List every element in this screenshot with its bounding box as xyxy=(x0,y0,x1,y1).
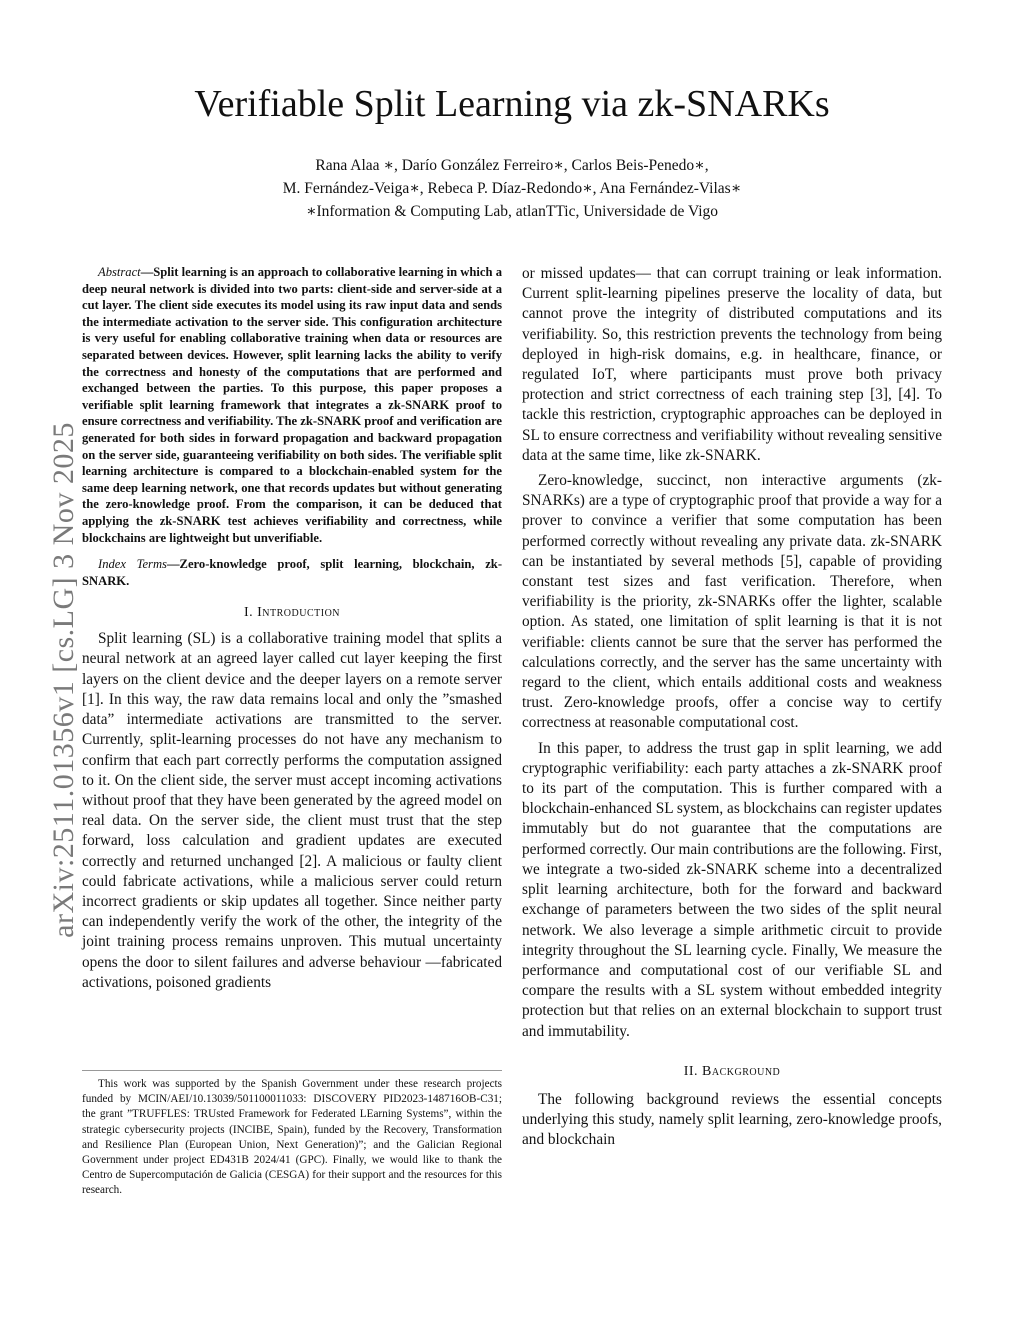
index-terms-label: Index Terms xyxy=(98,557,167,572)
contributions-paragraph: In this paper, to address the trust gap in split learning, we add cryptographic verifiability: each party attaches a zk-SNARK proof to its part of the computation. This is further compared with a blockchain-enhanced SL system, as blockchains can register updates immutably but do not guarantee that the computations are performed correctly. Our main contributions are the following. First, we integrate a two-sided zk-SNARK scheme into a decentralized split learning architecture, both for the forward and backward exchange of parameters between the two sides of the split neural network. We also leverage a simple arithmetic circuit to provide integrity throughout the SL learning cycle. Finally, We measure the performance and computational cost of our verifiable SL and compare the results with a SL system without embedded integrity protection but that relies on an external blockchain to support trust and immutability. xyxy=(522,739,942,1040)
index-terms-text: —Zero-knowledge proof, split learning, blockchain, zk-SNARK. xyxy=(82,557,503,588)
abstract-label: Abstract xyxy=(98,265,141,279)
background-paragraph: The following background reviews the essential concepts underlying this study, namely split learning, zero-knowledge proofs, and blockchain xyxy=(522,1090,942,1149)
intro-continuation: or missed updates— that can corrupt training or leak information. Current split-learning pipelines preserve the locality of data, but cannot prove the integrity of distributed computations and its verifiability. So, this restriction prevents the technology from being deployed in high-risk domains, e.g. in healthcare, finance, or regulated IoT, where participants must prove both privacy protection and strict correctness of each training step [3], [4]. To tackle this restriction, cryptographic approaches can be deployed in SL to ensure correctness and verifiability without revealing sensitive data at the same time, like zk-SNARK. xyxy=(522,265,942,464)
author-line-1: Rana Alaa ∗, Darío González Ferreiro∗, Carlos Beis-Penedo∗, xyxy=(315,157,709,174)
index-terms xyxy=(82,556,502,589)
author-line-2: M. Fernández-Veiga∗, Rebeca P. Díaz-Redondo∗, Ana Fernández-Vilas∗ xyxy=(282,180,742,197)
abstract xyxy=(82,264,502,546)
left-column xyxy=(82,264,502,998)
intro-paragraph: Split learning (SL) is a collaborative training model that splits a neural network at an agreed layer called cut layer keeping the first layers on the client device and the deeper layers on a remote server [1]. In this way, the raw data remains local and only the ”smashed data” intermediate activations are transmitted to the server. Currently, split-learning processes do not have any mechanism to confirm that each part correctly performs the computation assigned to it. On the client side, the server must accept incoming activations without proof that they have been generated by the agreed model on real data. On the server side, the client must trust that the step forward, loss calculation and gradient updates are executed correctly and returned unchanged [2]. A malicious or faulty client could fabricate activations, while a malicious server could return incorrect gradients or skip updates all together. Since neither party can independently verify the work of the other, the integrity of the joint training process remains unproven. This mutual uncertainty opens the door to silent failures and adverse behaviour —fabricated activations, poisoned gradients xyxy=(82,630,502,991)
author-block xyxy=(0,154,1024,223)
funding-footnote: This work was supported by the Spanish Government under these research projects funded by MCIN/AEI/10.13039/501100011033: DISCOVERY PID2023-148716OB-C31; the grant ”TRUFFLES: TRUsted Framework for Federated LEarning Systems”, within the strategic cybersecurity projects (INCIBE, Spain), funded by the Recovery, Transformation and Resilience Plan (European Union, Next Generation)”; and the Galician Regional Government under project ED431B 2024/41 (GPC). Finally, we would like to thank the Centro de Supercomputación de Galicia (CESGA) for their support and the resources for this research. xyxy=(82,1070,502,1199)
affiliation: ∗Information & Computing Lab, atlanTTic, Universidade de Vigo xyxy=(305,203,719,220)
arxiv-id-text: arXiv:2511.01356v1 [cs.LG] 3 Nov 2025 xyxy=(47,422,80,938)
right-column xyxy=(522,264,942,1155)
section-heading-background: II. Background xyxy=(683,1063,781,1079)
section-heading-introduction: I. Introduction xyxy=(243,605,341,621)
zksnark-paragraph: Zero-knowledge, succinct, non interactive arguments (zk-SNARKs) are a type of cryptographic proof that provide a way for a prover to convince a verifier that some computation has been performed correctly without revealing any private data. zk-SNARK can be instantiated by several methods [5], capable of providing constant test sizes and fast verification. Therefore, when verifiability is the priority, zk-SNARKs offer the lighter, scalable option. As stated, one limitation of split learning is that it is not verifiable: clients cannot be sure that the server has performed the calculations correctly, and the server has the same uncertainty with regard to the client, which entails additional costs and weakness trust. Zero-knowledge proofs, offer a concise way to certify correctness at reasonable computational cost. xyxy=(522,472,942,732)
abstract-text: —Split learning is an approach to collaborative learning in which a deep neural network is divided into two parts: client-side and server-side at a cut layer. The client side executes its model using its raw input data and sends the intermediate activation to the server side. This configuration architecture is very useful for enabling collaborative training when data or resources are separated between devices. However, split learning lacks the ability to verify the correctness and honesty of the computations that are performed and exchanged between the parties. To this purpose, this paper proposes a verifiable split learning framework that integrates a zk-SNARK proof to ensure correctness and verifiability. The zk-SNARK proof and verification are generated for both sides in forward propagation and backward propagation on the server side, guaranteeing verifiability on both sides. The verifiable split learning architecture is compared to a blockchain-enabled system for the same deep learning network, one that records updates but without generating the zero-knowledge proof. From the comparison, it can be deduced that applying the zk-SNARK test achieves verifiability and correctness, while blockchains are lightweight but unverifiable. xyxy=(82,265,503,545)
paper-title: Verifiable Split Learning via zk-SNARKs xyxy=(194,83,830,125)
